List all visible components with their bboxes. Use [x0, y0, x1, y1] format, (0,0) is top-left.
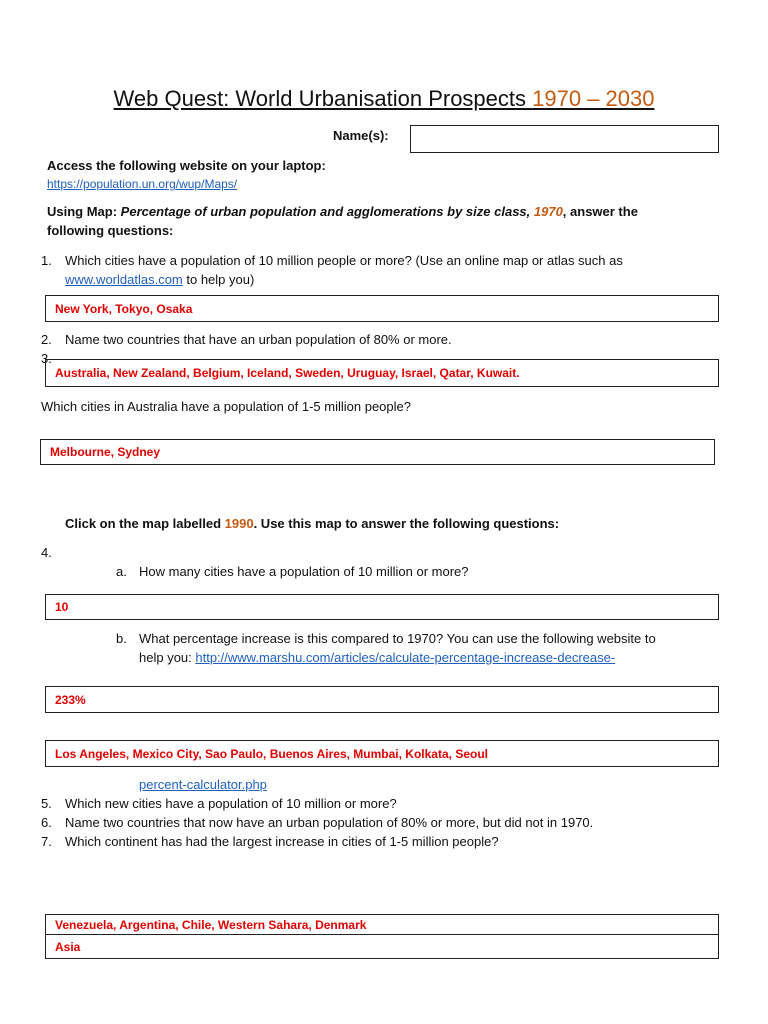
map1-title: Percentage of urban population and agglomerations by size class,	[120, 204, 534, 219]
q7-answer-box[interactable]: Asia	[45, 934, 719, 959]
title-years: 1970 – 2030	[532, 86, 655, 111]
map2-prefix: Click on the map labelled	[65, 516, 225, 531]
q6-text: Name two countries that now have an urban population of 80% or more, but did not in 1970.	[65, 815, 594, 830]
worldatlas-link[interactable]: www.worldatlas.com	[65, 272, 183, 287]
map2-suffix: . Use this map to answer the following questions:	[253, 516, 560, 531]
q2-answer-box[interactable]: Australia, New Zealand, Belgium, Iceland, Sweden, Uruguay, Israel, Qatar, Kuwait.	[45, 359, 719, 387]
q4-number: 4.	[41, 545, 52, 560]
q4b-answer-box[interactable]: 233%	[45, 686, 719, 713]
q4a-text: How many cities have a population of 10 million or more?	[139, 564, 469, 579]
map1-year: 1970	[533, 204, 563, 219]
q1-text-after: to help you)	[182, 272, 255, 287]
map1-instruction-line2: following questions:	[47, 223, 174, 238]
q1-text: Which cities have a population of 10 million people or more? (Use an online map or atlas such as	[65, 253, 623, 268]
map1-suffix: , answer the	[562, 204, 638, 219]
q3-answer-box[interactable]: Melbourne, Sydney	[40, 439, 715, 465]
title-main: Web Quest: World Urbanisation Prospects	[113, 86, 533, 111]
map1-instruction	[47, 204, 638, 219]
q6-answer-box[interactable]: Venezuela, Argentina, Chile, Western Sahara, Denmark	[45, 914, 719, 935]
q1-answer-box[interactable]: New York, Tokyo, Osaka	[45, 295, 719, 322]
q3-text: Which cities in Australia have a population of 1-5 million people?	[41, 399, 411, 414]
q4b-text-line2	[139, 650, 615, 665]
q4b-label: b.	[116, 631, 127, 646]
page-title	[0, 86, 768, 112]
q5-number: 5.	[41, 796, 52, 811]
q4a-label: a.	[116, 564, 127, 579]
name-field[interactable]	[410, 125, 719, 153]
q7-number: 7.	[41, 834, 52, 849]
q3-number: 3.	[41, 351, 52, 366]
access-url-link[interactable]: https://population.un.org/wup/Maps/	[47, 177, 238, 191]
q5-text: Which new cities have a population of 10 million or more?	[65, 796, 397, 811]
q5-answer-box[interactable]: Los Angeles, Mexico City, Sao Paulo, Buenos Aires, Mumbai, Kolkata, Seoul	[45, 740, 719, 767]
q2-text: Name two countries that have an urban population of 80% or more.	[65, 332, 452, 347]
access-instruction: Access the following website on your laptop:	[47, 158, 326, 173]
q4b-help-text: help you:	[139, 650, 196, 665]
marshu-link[interactable]: http://www.marshu.com/articles/calculate-percentage-increase-decrease-	[195, 650, 616, 665]
map2-instruction	[65, 516, 559, 531]
map2-year: 1990	[224, 516, 254, 531]
q4a-answer-box[interactable]: 10	[45, 594, 719, 620]
q2-number: 2.	[41, 332, 52, 347]
marshu-link-continued[interactable]: percent-calculator.php	[139, 777, 267, 792]
q6-number: 6.	[41, 815, 52, 830]
q7-text: Which continent has had the largest increase in cities of 1-5 million people?	[65, 834, 499, 849]
q4b-text: What percentage increase is this compared to 1970? You can use the following website to	[139, 631, 656, 646]
q1-text-line2	[65, 272, 254, 287]
q1-number: 1.	[41, 253, 52, 268]
map1-prefix: Using Map:	[47, 204, 121, 219]
name-label: Name(s):	[333, 128, 389, 143]
